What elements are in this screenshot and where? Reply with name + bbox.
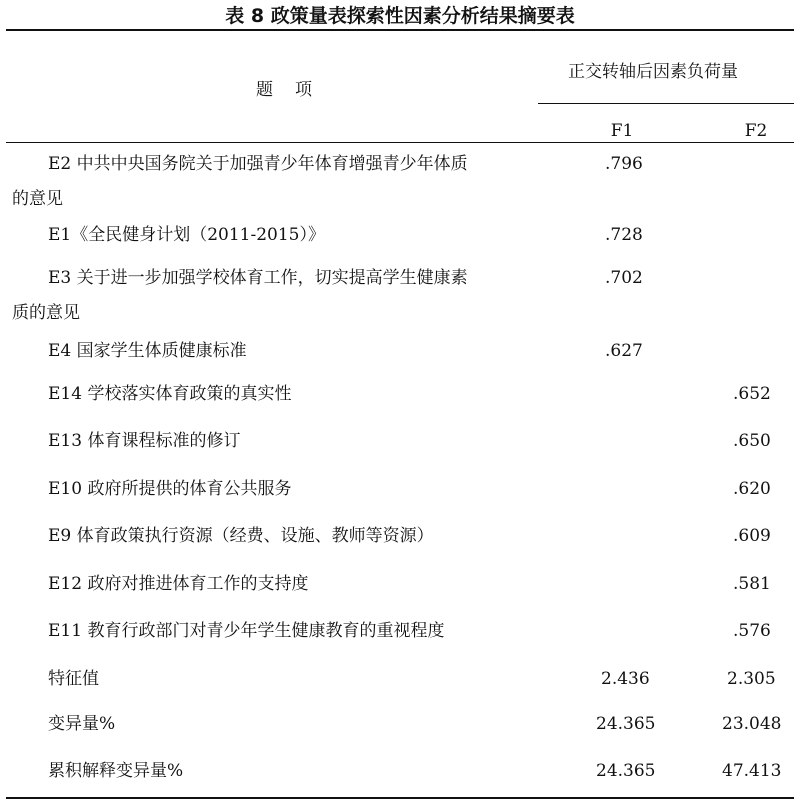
row-f2-value: .581 bbox=[733, 574, 771, 594]
row-label-continued: 的意见 bbox=[12, 189, 63, 209]
group-rule bbox=[538, 103, 794, 104]
row-label: E1《全民健身计划（2011-2015）》 bbox=[48, 225, 325, 245]
row-f1-value: .627 bbox=[605, 341, 643, 361]
row-f2-value: .652 bbox=[733, 384, 771, 404]
summary-f1-value: 24.365 bbox=[596, 714, 656, 734]
header-loading-group: 正交转轴后因素负荷量 bbox=[568, 62, 738, 82]
row-label: E4 国家学生体质健康标准 bbox=[48, 341, 247, 361]
summary-f2-value: 23.048 bbox=[722, 714, 782, 734]
header-rule bbox=[6, 142, 794, 143]
bottom-rule bbox=[6, 797, 794, 799]
row-label: E11 教育行政部门对青少年学生健康教育的重视程度 bbox=[48, 621, 445, 641]
row-f1-value: .702 bbox=[605, 268, 643, 288]
summary-f1-value: 24.365 bbox=[596, 761, 656, 781]
summary-f1-value: 2.436 bbox=[601, 669, 650, 689]
header-f1: F1 bbox=[610, 121, 634, 141]
row-label: E3 关于进一步加强学校体育工作，切实提高学生健康素 bbox=[48, 268, 468, 288]
summary-f2-value: 2.305 bbox=[727, 669, 776, 689]
row-label: E9 体育政策执行资源（经费、设施、教师等资源） bbox=[48, 526, 434, 546]
header-item: 题项 bbox=[256, 80, 334, 100]
table-title: 表 8 政策量表探索性因素分析结果摘要表 bbox=[225, 5, 575, 27]
row-label: E13 体育课程标准的修订 bbox=[48, 431, 241, 451]
summary-label-cumulative: 累积解释变异量% bbox=[48, 761, 184, 781]
row-label: E12 政府对推进体育工作的支持度 bbox=[48, 574, 309, 594]
row-f2-value: .576 bbox=[733, 621, 771, 641]
summary-f2-value: 47.413 bbox=[722, 761, 782, 781]
row-f2-value: .650 bbox=[733, 431, 771, 451]
row-f1-value: .796 bbox=[605, 154, 643, 174]
summary-label-variance: 变异量% bbox=[48, 714, 116, 734]
row-label: E10 政府所提供的体育公共服务 bbox=[48, 479, 292, 499]
header-f2: F2 bbox=[744, 121, 768, 141]
top-rule bbox=[6, 29, 794, 31]
row-f2-value: .609 bbox=[733, 526, 771, 546]
row-f1-value: .728 bbox=[605, 225, 643, 245]
row-label-continued: 质的意见 bbox=[12, 303, 80, 323]
row-f2-value: .620 bbox=[733, 479, 771, 499]
summary-label-eigenvalue: 特征值 bbox=[48, 669, 99, 689]
row-label: E2 中共中央国务院关于加强青少年体育增强青少年体质 bbox=[48, 154, 468, 174]
row-label: E14 学校落实体育政策的真实性 bbox=[48, 384, 292, 404]
